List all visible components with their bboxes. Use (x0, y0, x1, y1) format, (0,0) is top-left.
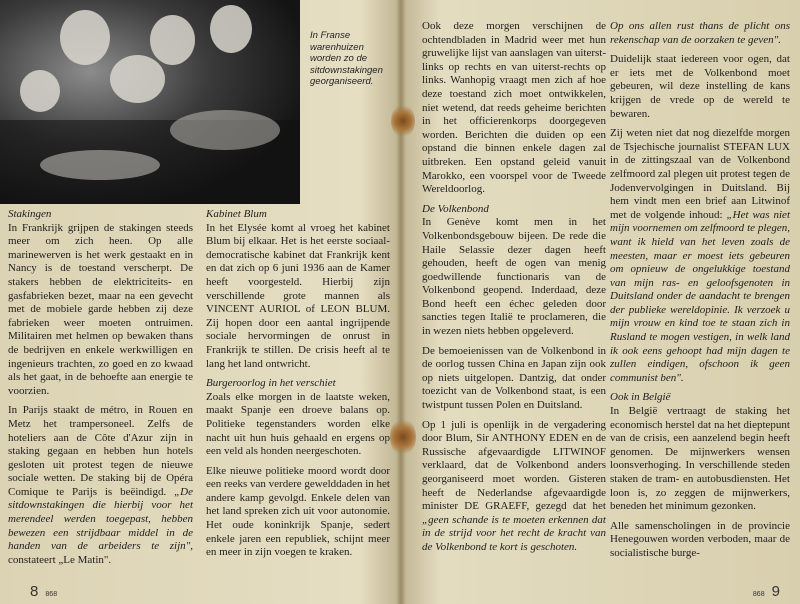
heading-burgeroorlog: Burgeroorlog in het verschiet (206, 377, 336, 390)
heading-stakingen: Stakingen (8, 208, 52, 220)
paragraph: Elke nieuwe politieke moord wordt door een reeks van verdere gewelddaden in het andere kamp gevolgd. Enkele delen van het land spreken zich uit voor autonomie. Het oude koninkrijk Spanje, sedert enkele jaren een republiek, schijnt meer en meer in zijn voegen te kraken. (206, 464, 390, 559)
left-column-1 (8, 208, 193, 573)
paragraph: Duidelijk staat iedereen voor ogen, dat er iets met de Volkenbond moet gebeuren, wil deze instelling de kans krijgen de vrede op de wereld te bewaren. (610, 53, 790, 120)
heading-ook-in-belgie: Ook in België (610, 391, 671, 404)
paragraph: In België vertraagt de staking het economisch herstel dat na het dieptepunt van de crisis, een aanzelend begin heeft genomen. De mijnwerkers wensen loonsverhoging. In verschillende steden staken de tram- en autobusdiensten. Het loon is, zo zeggen de mijnwerkers, beneden het minimum gezonken. (610, 405, 790, 513)
page-number-right: 868 9 (752, 583, 780, 600)
paragraph: Zoals elke morgen in de laatste weken, maakt Spanje een droeve balans op. Politieke tegenstanders worden elke nacht uit hun huis gehaald en ergens op een veld als honden neergeschoten. (206, 390, 390, 458)
heading-kabinet-blum: Kabinet Blum (206, 208, 267, 220)
photo-caption: In Franse warenhuizen worden zo de sitdownstakingen georganiseerd. (310, 30, 383, 87)
paragraph: Zij weten niet dat nog diezelfde morgen de Tsjechische journalist STEFAN LUX in de zittingszaal van de Volkenbond zelfmoord zal plegen uit protest tegen de Jodenvervolgingen in Duitsland. Bij hem vindt men een brief aan Litwinof met de volgende inhoud: „Het was niet mijn voornemen om zelfmoord te plegen, want ik hield van het leven zoals de meesten, maar er moest iets gebeuren om opnieuw de ongelukkige toestand van mijn ras- en geloofsgenoten in Duitsland onder de aandacht te brengen der publieke wereldopinie. Ik verzoek u mijn vrouw en kind toe te staan zich in Rusland te mogen vestigen, in welk land ik ook eens gehoopt had mijn dagen te zullen eindigen, ofschoon ik geen communist ben". (610, 127, 790, 384)
right-page (402, 0, 800, 604)
paragraph: In Frankrijk grijpen de stakingen steeds meer om zich heen. Op alle marinewerven is het werk gestaakt en in Nancy is de toestand verscherpt. De stakers hebben de elektriciteits- en gasfabrieken bezet, maar na een gevecht met de mobiele garde hebben zij deze fabrieken weer moeten ontruimen. Militairen met helmen op bewaken thans de bedrijven en enkele werkwilligen en ingenieurs trachten, zo goed en zo kwaad als het gaat, in de behoefte aan energie te voorzien. (8, 221, 193, 397)
strike-photo (0, 0, 300, 204)
paragraph: In Parijs staakt de métro, in Rouen en Metz het trampersoneel. Zelfs de hoteliers aan de Côte d'Azur zijn in staking gegaan en hebben hun hotels gesloten uit protest tegen de nieuwe sociale wetten. De staking bij de Opéra Comique te Parijs is beëindigd. „De sitdownstakingen die hierbij voor het merendeel werden toegepast, hebben bewezen een strijdbaar middel in de handen van de arbeiders te zijn", constateert „Le Matin". (8, 404, 194, 566)
paragraph: Op 1 juli is openlijk in de vergadering door Blum, Sir ANTHONY EDEN en de Russische afgevaardigde LITWINOF verklaard, dat de Volkenbond anders georganiseerd moet worden. Gisteren heeft de Nederlandse afgevaardigde minister DE GRAEFF, gezegd dat het „geen schande is te moeten erkennen dat in de strijd voor het recht de kracht van de Volkenbond te kort is geschoten. (422, 418, 606, 553)
right-column-1 (422, 20, 606, 561)
left-column-2 (206, 208, 390, 566)
left-page (0, 0, 398, 604)
paragraph: In het Elysée komt al vroeg het kabinet Blum bij elkaar. Het is het eerste sociaal-democratische kabinet dat Frankrijk kent en dat zich op 6 juni 1936 aan de Kamer heeft voorgesteld. Hierbij zijn verschillende grote mannen als VINCENT AURIOL of LEON BLUM. Zij hopen door een aantal ingrijpende sociale hervormingen de onrust in Frankrijk te stillen. De crisis heeft al te lang het land ontwricht. (206, 221, 390, 370)
paragraph: Op ons allen rust thans de plicht ons rekenschap van de oorzaken te geven". (610, 20, 790, 46)
paragraph: Alle samenscholingen in de provincie Henegouwen worden verboden, maar de socialistische burge- (610, 519, 790, 559)
paragraph: In Genève komt men in het Volkenbondsgebouw bijeen. De rede die Haile Selassie dezer dagen heeft gehouden, heeft de ogen van menig goedwillende functionaris van de Volkenbond geopend. Inderdaad, deze Bond heeft een échec geleden door sancties tegen Italië te proclameren, die in wezen niets hebben opgeleverd. (422, 216, 606, 338)
heading-volkenbond: De Volkenbond (422, 202, 489, 215)
right-column-2 (610, 20, 790, 567)
paragraph: De bemoeienissen van de Volkenbond in de oorlog tussen China en Japan zijn ook op niets uitgelopen. Dantzig, dat onder toezicht van de Volkenbond staat, is een twistpunt tussen Polen en Duitsland. (422, 344, 606, 412)
paragraph: Ook deze morgen verschijnen de ochtendbladen in Madrid weer met hun gruwelijke lijst van aanslagen van uiterst-links op rechts en van uiterst-rechts op links. Wanhopig vraagt men zich af hoe deze toestand zich moet ontwikkelen, niet wetend, dat reeds geheime berichten in het officierenkorps doorgegeven worden. Berichten die duiden op een opstand die binnen enkele dagen zal uitbreken. Een opstand geleid vanuit Marokko, een voorspel voor de Tweede Wereldoorlog. (422, 20, 606, 196)
page-number-left: 8 868 (30, 583, 58, 600)
